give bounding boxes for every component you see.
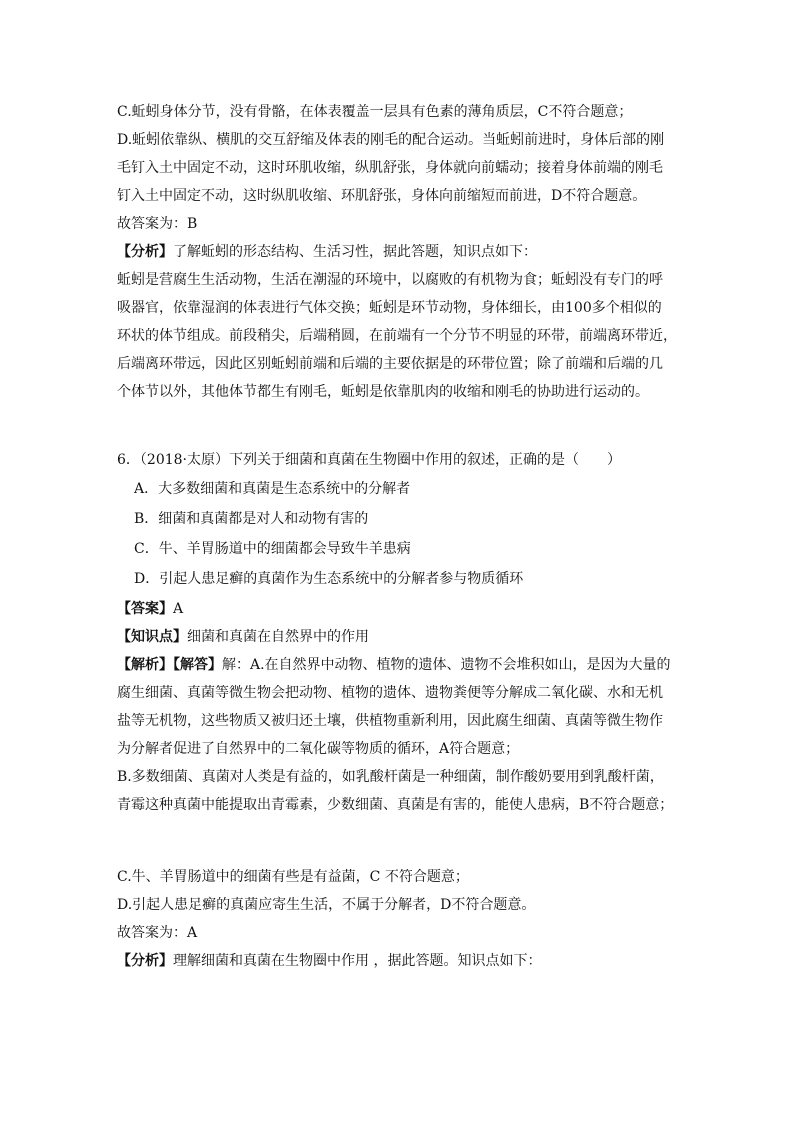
question-6-option-d: D．引起人患足癣的真菌作为生态系统中的分解者参与物质循环 xyxy=(134,571,524,587)
solution-line5: B.多数细菌、真菌对人类是有益的，如乳酸杆菌是一种细菌，制作酸奶要用到乳酸杆菌， xyxy=(117,769,664,785)
knowledge-tag: 【知识点】 xyxy=(117,629,187,645)
solution-line2: 腐生细菌、真菌等微生物会把动物、植物的遗体、遗物粪便等分解成二氧化碳、水和无机 xyxy=(117,685,663,701)
answer-value: A xyxy=(173,601,184,617)
question-6-analysis xyxy=(117,952,677,970)
analysis-paragraph-line1: 蚯蚓是营腐生生活动物，生活在潮湿的环境中，以腐败的有机物为食；蚯蚓没有专门的呼 xyxy=(117,272,663,288)
answer-row xyxy=(117,600,677,618)
solution-text: 解：A.在自然界中动物、植物的遗体、遗物不会堆积如山，是因为大量的 xyxy=(222,657,671,673)
question-6-option-a: A．大多数细菌和真菌是生态系统中的分解者 xyxy=(134,481,411,497)
solution-line4: 为分解者促进了自然界中的二氧化碳等物质的循环，A符合题意； xyxy=(117,741,520,757)
analysis-paragraph-line5: 个体节以外，其他体节都生有刚毛，蚯蚓是依靠肌肉的收缩和刚毛的协助进行运动的。 xyxy=(117,384,649,400)
analysis-paragraph-line2: 吸器官，依靠湿润的体表进行气体交换；蚯蚓是环节动物，身体细长，由100多个相似的 xyxy=(117,300,662,316)
question-6-option-b: B．细菌和真菌都是对人和动物有害的 xyxy=(134,511,369,527)
analysis-paragraph-line3: 环状的体节组成。前段稍尖，后端稍圆，在前端有一个分节不明显的环带，前端离环带近， xyxy=(117,328,677,344)
solution-option-c: C.牛、羊胃肠道中的细菌有些是有益菌，C 不符合题意； xyxy=(117,869,469,885)
knowledge-row xyxy=(117,628,677,646)
analysis-heading xyxy=(117,243,677,261)
solution-line3: 盐等无机物，这些物质又被归还土壤，供植物重新利用，因此腐生细菌、真菌等微生物作 xyxy=(117,713,663,729)
answer-line: 故答案为：B xyxy=(117,216,198,232)
question-6-stem: 6．（2018·太原）下列关于细菌和真菌在生物圈中作用的叙述，正确的是（ ） xyxy=(117,452,621,468)
question-6-option-c: C．牛、羊胃肠道中的细菌都会导致牛羊患病 xyxy=(134,541,411,557)
final-answer-line: 故答案为：A xyxy=(117,925,198,941)
option-d-explanation-line3: 钉入土中固定不动，这时纵肌收缩、环肌舒张，身体向前缩短而前进，D不符合题意。 xyxy=(117,188,647,204)
analysis-paragraph-line4: 后端离环带远，因此区别蚯蚓前端和后端的主要依据是的环带位置；除了前端和后端的几 xyxy=(117,356,663,372)
analysis-text: 理解细菌和真菌在生物圈中作用 ，据此答题。知识点如下： xyxy=(173,953,542,969)
option-c-explanation: C.蚯蚓身体分节，没有骨骼，在体表覆盖一层具有色素的薄角质层，C不符合题意； xyxy=(117,104,633,120)
knowledge-value: 细菌和真菌在自然界中的作用 xyxy=(187,629,369,645)
solution-tag: 【解析】【解答】 xyxy=(117,657,222,673)
analysis-text: 了解蚯蚓的形态结构、生活习性，据此答题，知识点如下： xyxy=(173,244,537,260)
solution-option-d: D.引起人患足癣的真菌应寄生生活，不属于分解者，D不符合题意。 xyxy=(117,897,536,913)
analysis-tag: 【分析】 xyxy=(117,244,173,260)
solution-line1 xyxy=(117,656,677,674)
analysis-tag: 【分析】 xyxy=(117,953,173,969)
option-d-explanation-line1: D.蚯蚓依靠纵、横肌的交互舒缩及体表的刚毛的配合运动。当蚯蚓前进时，身体后部的刚 xyxy=(117,132,665,148)
answer-tag: 【答案】 xyxy=(117,601,173,617)
solution-line6: 青霉这种真菌中能提取出青霉素，少数细菌、真菌是有害的，能使人患病，B不符合题意； xyxy=(117,797,674,813)
option-d-explanation-line2: 毛钉入土中固定不动，这时环肌收缩，纵肌舒张，身体就向前蠕动；接着身体前端的刚毛 xyxy=(117,160,663,176)
